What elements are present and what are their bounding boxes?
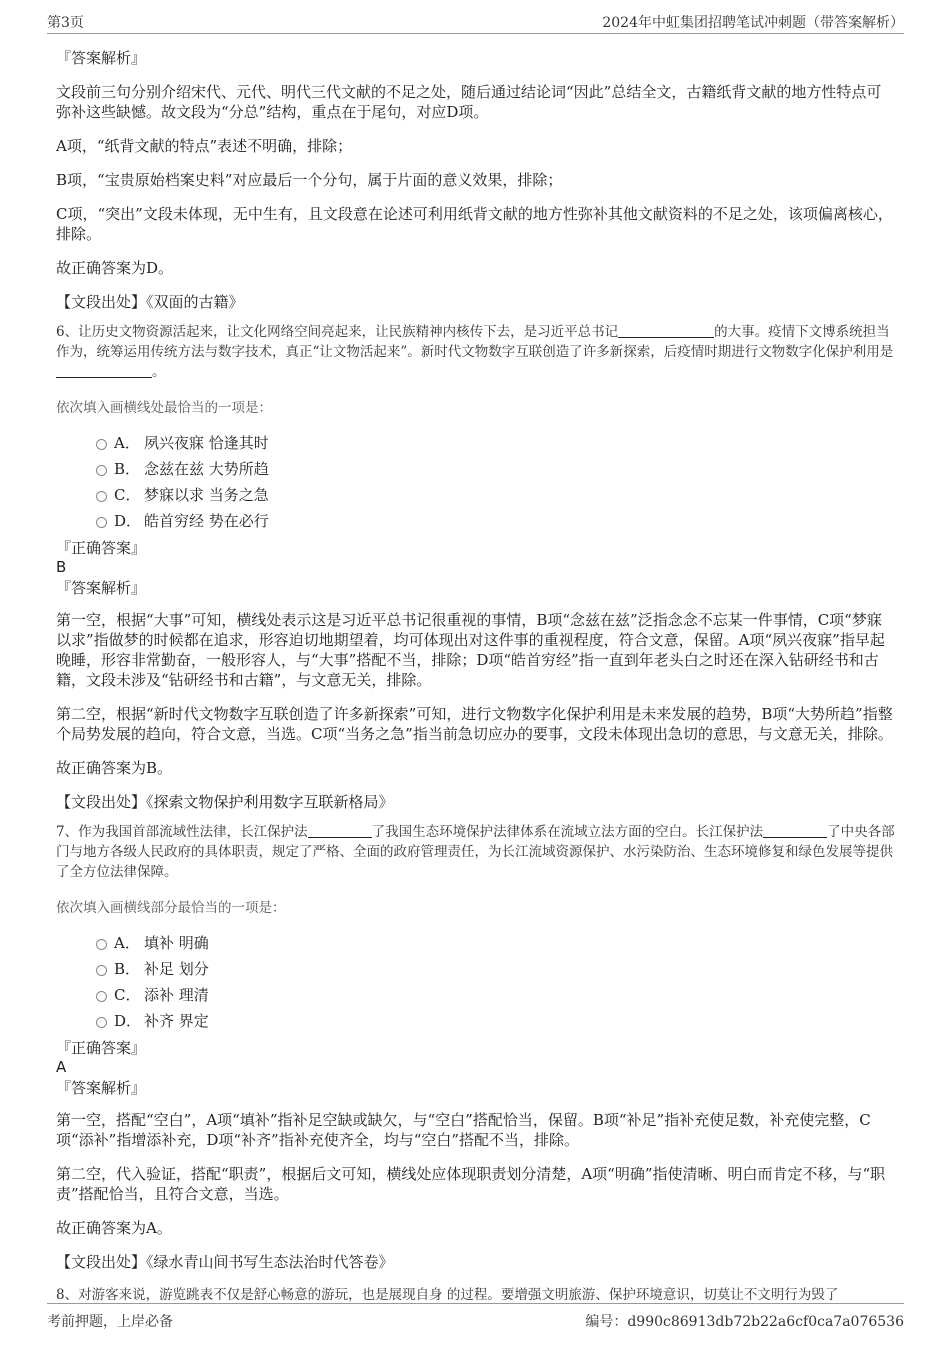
answer-blank — [308, 823, 372, 838]
correct-answer-label: 『正确答案』 — [56, 539, 147, 557]
question-stem: 7、作为我国首部流域性法律，长江保护法 了我国生态环境保护法律体系在流域立法方面的空白。长江保护法 了中央各部门与地方各级人民政府的具体职责，规定了严格、全面的政府管理责任，为长江流域资源保护、水污染防治、生态环境修复和绿色发展等提供了全方位法律保障。 — [56, 824, 895, 880]
answer-blank — [763, 823, 827, 838]
header-rule — [47, 33, 904, 34]
correct-answer-label: 『正确答案』 — [56, 1039, 147, 1057]
source-citation: 【文段出处】《探索文物保护利用数字互联新格局》 — [56, 793, 394, 811]
next-question-partial: 8、对游客来说，游览跳表不仅是舒心畅意的游玩，也是展现自身 的过程。要增强文明旅游、保护环境意识，切莫让不文明行为毁了 — [56, 1287, 839, 1303]
radio-icon[interactable] — [96, 491, 107, 502]
footer-rule — [47, 1303, 904, 1304]
option-d[interactable]: D． 补齐 界定 — [96, 1008, 896, 1034]
radio-icon[interactable] — [96, 517, 107, 528]
radio-icon[interactable] — [96, 965, 107, 976]
source-citation: 【文段出处】《双面的古籍》 — [56, 293, 244, 311]
analysis-paragraph: B项，“宝贵原始档案史料”对应最后一个分句，属于片面的意义效果，排除； — [56, 171, 563, 189]
option-b[interactable]: B． 念兹在兹 大势所趋 — [96, 456, 896, 482]
analysis-paragraph: 第一空，搭配“空白”，A项“填补”指补足空缺或缺欠，与“空白”搭配恰当，保留。B项“补足”指补充使足数，补充使完整，C项“添补”指增添补充，D项“补齐”指补充使齐全，均与“空白”搭配不当，排除。 — [56, 1111, 871, 1149]
radio-icon[interactable] — [96, 991, 107, 1002]
correct-answer: B — [56, 558, 67, 576]
document-body — [56, 48, 896, 1303]
option-list — [96, 930, 896, 1034]
question-stem: 6、让历史文物资源活起来，让文化网络空间亮起来，让民族精神内核传下去，是习近平总书记 的大事。疫情下文博系统担当作为，统筹运用传统方法与数字技术，真正“让文物活起来”。新时代文物数字互联创造了许多新探索，后疫情时期进行文物数字化保护利用是。 — [56, 324, 894, 380]
page-footer — [47, 1311, 904, 1331]
option-a[interactable]: A． 填补 明确 — [96, 930, 896, 956]
analysis-paragraph: A项，“纸背文献的特点”表述不明确，排除； — [56, 137, 353, 155]
conclusion: 故正确答案为D。 — [56, 259, 174, 277]
footer-slogan: 考前押题，上岸必备 — [47, 1314, 173, 1330]
option-a[interactable]: A． 夙兴夜寐 恰逢其时 — [96, 430, 896, 456]
option-c[interactable]: C． 添补 理清 — [96, 982, 896, 1008]
document-title: 2024年中虹集团招聘笔试冲刺题（带答案解析） — [602, 15, 904, 31]
page-number: 第3页 — [47, 15, 84, 31]
analysis-paragraph: 第二空，根据“新时代文物数字互联创造了许多新探索”可知，进行文物数字化保护利用是未来发展的趋势，B项“大势所趋”指整个局势发展的趋向，符合文意，当选。C项“当务之急”指当前急切应办的要事，文段未体现出急切的意思，与文意无关，排除。 — [56, 705, 893, 743]
radio-icon[interactable] — [96, 439, 107, 450]
analysis-label: 『答案解析』 — [56, 579, 147, 597]
correct-answer: A — [56, 1058, 67, 1076]
analysis-label: 『答案解析』 — [56, 49, 147, 67]
question-prompt: 依次填入画横线处最恰当的一项是： — [56, 400, 272, 416]
radio-icon[interactable] — [96, 1017, 107, 1028]
document-id: 编号：d990c86913db72b22a6cf0ca7a076536 — [585, 1314, 904, 1330]
analysis-paragraph: C项，“突出”文段未体现，无中生有，且文段意在论述可利用纸背文献的地方性弥补其他文献资料的不足之处，该项偏离核心，排除。 — [56, 205, 893, 243]
radio-icon[interactable] — [96, 465, 107, 476]
answer-blank — [56, 363, 152, 378]
answer-blank — [618, 323, 714, 338]
analysis-paragraph: 第二空，代入验证，搭配“职责”，根据后文可知，横线处应体现职责划分清楚，A项“明确”指使清晰、明白而肯定不移，与“职责”搭配恰当，且符合文意，当选。 — [56, 1165, 886, 1203]
option-list — [96, 430, 896, 534]
analysis-label: 『答案解析』 — [56, 1079, 147, 1097]
radio-icon[interactable] — [96, 939, 107, 950]
analysis-paragraph: 文段前三句分别介绍宋代、元代、明代三代文献的不足之处，随后通过结论词“因此”总结全文，古籍纸背文献的地方性特点可弥补这些缺憾。故文段为“分总”结构，重点在于尾句，对应D项。 — [56, 83, 882, 121]
conclusion: 故正确答案为B。 — [56, 759, 173, 777]
analysis-paragraph: 第一空，根据“大事”可知，横线处表示这是习近平总书记很重视的事情，B项“念兹在兹”泛指念念不忘某一件事情，C项“梦寐以求”指做梦的时候都在追求，形容迫切地期望着，均可体现出对这件事的重视程度，符合文意，保留。A项“夙兴夜寐”指早起晚睡，形容非常勤奋，一般形容人，与“大事”搭配不当，排除；D项“皓首穷经”指一直到年老头白之时还在深入钻研经书和古籍，文段未涉及“钻研经书和古籍”，与文意无关，排除。 — [56, 611, 885, 689]
page-header — [0, 0, 950, 34]
option-c[interactable]: C． 梦寐以求 当务之急 — [96, 482, 896, 508]
conclusion: 故正确答案为A。 — [56, 1219, 172, 1237]
option-d[interactable]: D． 皓首穷经 势在必行 — [96, 508, 896, 534]
question-prompt: 依次填入画横线部分最恰当的一项是： — [56, 900, 286, 916]
option-b[interactable]: B． 补足 划分 — [96, 956, 896, 982]
source-citation: 【文段出处】《绿水青山间书写生态法治时代答卷》 — [56, 1253, 394, 1271]
